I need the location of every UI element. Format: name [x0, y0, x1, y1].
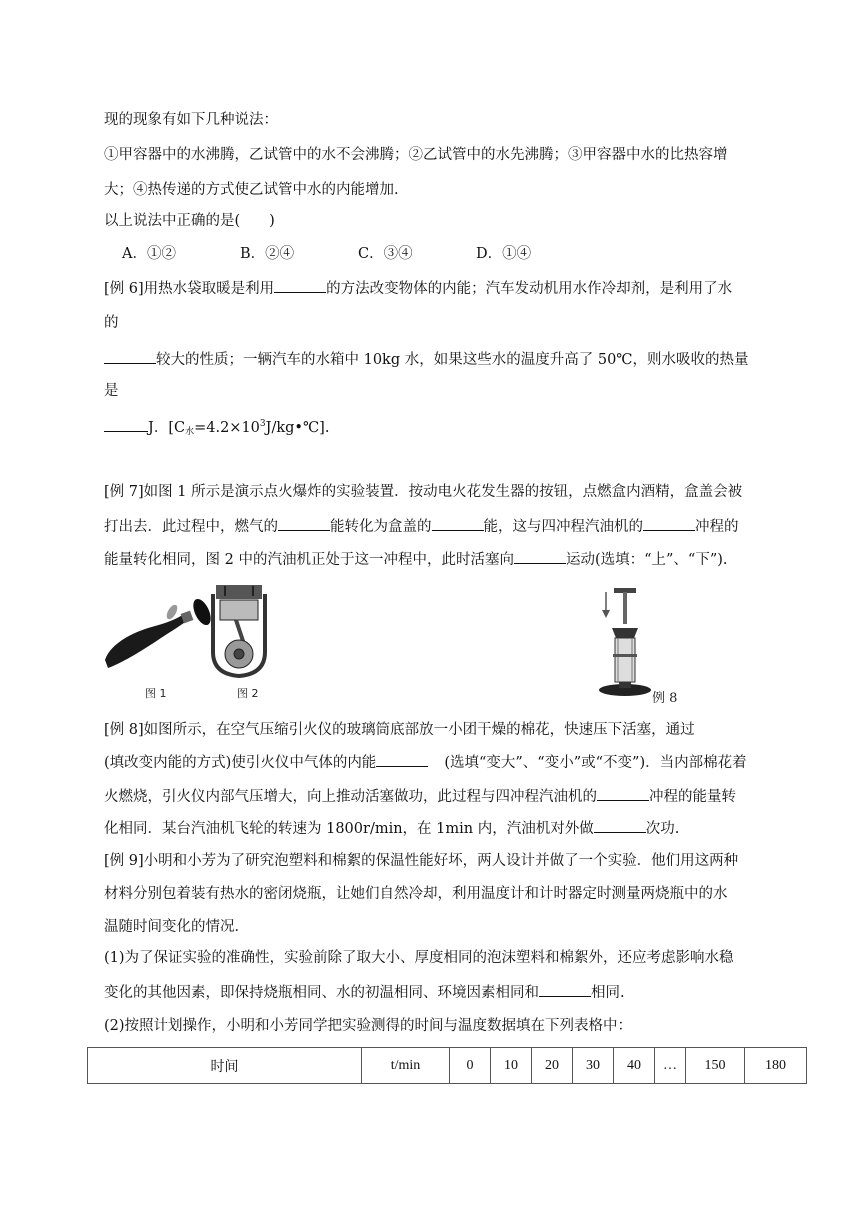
- text: 火燃烧，引火仪内部气压增大，向上推动活塞做功，此过程与四冲程汽油机的: [104, 789, 597, 805]
- text: (选填“变大”、“变小”或“不变”)．当内部棉花着: [444, 755, 747, 771]
- example-9-line2: 材料分别包着装有热水的密闭烧瓶，让她们自然冷却，利用温度计和计时器定时测量两烧瓶中的水: [104, 886, 728, 902]
- example-6-line4: 是: [104, 383, 119, 399]
- text: =4.2×10: [194, 420, 260, 436]
- table-cell: 150: [686, 1048, 745, 1084]
- text: 能量转化相同，图 2 中的汽油机正处于这一冲程中，此时活塞向: [104, 552, 514, 568]
- text: (填改变内能的方式)使引火仪中气体的内能: [104, 755, 377, 771]
- answer-blank: [104, 349, 156, 364]
- text: [例 6]用热水袋取暖是利用: [104, 281, 275, 297]
- answer-blank: [104, 417, 148, 432]
- unit-cell: t/min: [362, 1048, 450, 1084]
- figure-1-caption: 图 1: [145, 687, 167, 700]
- superscript: 3: [259, 419, 266, 429]
- option-b: B．②④: [240, 246, 295, 262]
- table-cell: 20: [532, 1048, 573, 1084]
- table-cell: 0: [450, 1048, 491, 1084]
- answer-blank: [539, 982, 591, 997]
- text-line: 现的现象有如下几种说法：: [104, 112, 278, 128]
- text: 变化的其他因素，即保持烧瓶相同、水的初温相同、环境因素相同和: [104, 985, 539, 1001]
- example-9-line4: (1)为了保证实验的准确性，实验前除了取大小、厚度相同的泡沫塑料和棉絮外，还应考虑影响水稳: [104, 950, 734, 966]
- text: 相同.: [591, 985, 625, 1001]
- answer-options: [122, 244, 802, 264]
- engine-cylinder-figure: [213, 585, 265, 676]
- example-8-figure-caption: 例 8: [652, 691, 678, 706]
- example-6-line5: [104, 414, 784, 442]
- table-cell: …: [655, 1048, 686, 1084]
- figures-row: [100, 582, 800, 708]
- example-7-line3: [104, 549, 784, 570]
- text: 较大的性质；一辆汽车的水箱中 10kg 水，如果这些水的温度升高了 50℃，则水吸收的热量: [156, 352, 749, 368]
- text: 能，这与四冲程汽油机的: [483, 519, 643, 535]
- example-9-line6: (2)按照计划操作，小明和小芳同学把实验测得的时间与温度数据填在下列表格中：: [104, 1018, 633, 1034]
- question-prompt: 以上说法中正确的是( ): [104, 213, 275, 229]
- text: J．[C: [148, 420, 186, 436]
- text: 化相同．某台汽油机飞轮的转速为 1800r/min，在 1min 内，汽油机对外做: [104, 821, 594, 837]
- answer-blank: [597, 786, 649, 801]
- example-6-line1: [104, 278, 784, 299]
- example-7-line2: [104, 516, 784, 537]
- subscript: 水: [185, 427, 195, 437]
- text: 次功.: [645, 821, 680, 837]
- example-9-line5: [104, 982, 784, 1003]
- example-6-line3: [104, 349, 784, 370]
- answer-blank: [278, 516, 330, 531]
- row-label: 时间: [88, 1048, 362, 1084]
- ignition-apparatus-figure: [105, 596, 214, 668]
- table-cell: 180: [745, 1048, 807, 1084]
- table-cell: 30: [573, 1048, 614, 1084]
- answer-blank: [432, 516, 484, 531]
- answer-blank: [274, 278, 326, 293]
- option-c: C．③④: [358, 246, 413, 262]
- option-a: A．①②: [122, 246, 176, 262]
- table-cell: 40: [614, 1048, 655, 1084]
- text: 能转化为盒盖的: [330, 519, 432, 535]
- text: 冲程的: [695, 519, 739, 535]
- example-8-line3: [104, 786, 784, 807]
- table-cell: 10: [491, 1048, 532, 1084]
- example-9-line3: 温随时间变化的情况．: [104, 919, 249, 935]
- text: J/kg•℃].: [265, 420, 330, 436]
- text-line: ①甲容器中的水沸腾，乙试管中的水不会沸腾；②乙试管中的水先沸腾；③甲容器中水的比热容增: [104, 147, 728, 163]
- air-compression-igniter-figure: [599, 588, 651, 696]
- table-row: [88, 1048, 807, 1084]
- example-8-line4: [104, 818, 784, 839]
- example-6-line2: 的: [104, 315, 119, 331]
- example-8-line1: [例 8]如图所示，在空气压缩引火仪的玻璃筒底部放一小团干燥的棉花，快速压下活塞，通过: [104, 722, 695, 738]
- text-line: 大；④热传递的方式使乙试管中水的内能增加.: [104, 182, 399, 198]
- text: 运动(选填：“上”、“下”).: [565, 552, 728, 568]
- text: 打出去．此过程中，燃气的: [104, 519, 278, 535]
- answer-blank: [376, 752, 428, 767]
- answer-blank: [643, 516, 695, 531]
- time-temperature-table: [87, 1047, 807, 1084]
- text: 的方法改变物体的内能；汽车发动机用水作冷却剂，是利用了水: [326, 281, 733, 297]
- figure-2-caption: 图 2: [237, 687, 259, 700]
- answer-blank: [594, 818, 646, 833]
- example-7-line1: [例 7]如图 1 所示是演示点火爆炸的实验装置．按动电火花发生器的按钮，点燃盒内酒精，盒盖会被: [104, 484, 743, 500]
- example-8-line2: [104, 752, 784, 773]
- figure-drawings: [100, 582, 800, 708]
- example-9-line1: [例 9]小明和小芳为了研究泡塑料和棉絮的保温性能好坏，两人设计并做了一个实验．他们用这两种: [104, 853, 739, 869]
- answer-blank: [514, 549, 566, 564]
- option-d: D．①④: [476, 246, 532, 262]
- text: 冲程的能量转: [649, 789, 736, 805]
